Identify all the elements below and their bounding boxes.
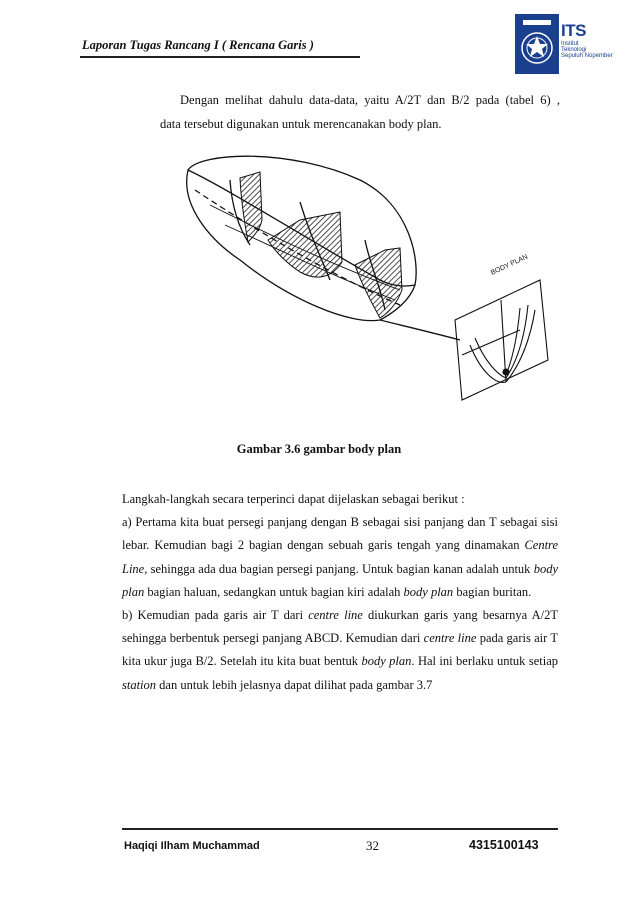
intro-line-2: data tersebut digunakan untuk merencanakan body plan. <box>160 117 442 131</box>
logo-line: Sepuluh Nopember <box>561 53 613 60</box>
section-area-3 <box>355 248 402 318</box>
term-body-plan: body plan <box>361 654 412 669</box>
intro-paragraph <box>124 88 560 136</box>
body-plan-figure <box>170 150 550 420</box>
text-run: . Hal ini berlaku untuk setiap <box>411 654 559 669</box>
body-plan-label-group <box>490 254 529 277</box>
text-run: pada garis air T kita ukur juga B/2. Setelah itu kita buat bentuk <box>122 631 558 669</box>
text-run: dan untuk lebih jelasnya dapat dilihat pada gambar 3.7 <box>156 677 433 692</box>
section-area-1 <box>240 172 262 242</box>
text-run: sehingga ada dua bagian persegi panjang. Untuk bagian kanan adalah untuk <box>147 561 534 576</box>
term-station: station <box>122 677 157 692</box>
text-run: a) Pertama kita buat persegi panjang dengan B sebagai sisi panjang dan T sebagai sisi lebar. Kemudian bagi 2 bagian dengan sebuah garis tengah yang dinamakan <box>122 515 558 553</box>
footer-author: Haqiqi Ilham Muchammad <box>124 840 260 852</box>
logo-abbrev: ITS <box>561 21 586 40</box>
text-run: b) Kemudian pada garis air T dari <box>122 608 309 623</box>
footer-rule <box>122 828 558 830</box>
intro-line-1: Dengan melihat dahulu data-data, yaitu A/2T dan B/2 pada (tabel 6) , <box>180 93 560 107</box>
term-centre-line: centre line <box>423 631 477 646</box>
header-rule <box>80 56 360 58</box>
paragraph-intro: Langkah-langkah secara terperinci dapat dijelaskan sebagai berikut : <box>122 492 465 506</box>
figure-caption: Gambar 3.6 gambar body plan <box>236 442 402 456</box>
page-number: 32 <box>366 838 379 853</box>
its-logo-text <box>561 22 613 60</box>
text-run: bagian buritan. <box>453 584 532 599</box>
logo-line: Teknologi <box>561 47 587 54</box>
its-logo-icon <box>515 14 559 74</box>
paragraph-b <box>122 604 558 697</box>
logo-line: Institut <box>561 40 579 47</box>
text-run: bagian haluan, sedangkan untuk bagian kiri adalah <box>144 584 404 599</box>
term-centre-line: Centre Line, <box>122 538 558 576</box>
text-run: diukurkan garis yang besarnya A/2T sehingga berbentuk persegi panjang ABCD. Kemudian dari <box>122 608 558 646</box>
term-body-plan: body plan <box>403 584 454 599</box>
term-centre-line: centre line <box>308 608 363 623</box>
body-plan-label: BODY PLAN <box>489 253 530 277</box>
student-id: 4315100143 <box>469 838 539 852</box>
body-plan-panel <box>455 280 548 400</box>
paragraph-a <box>122 511 558 604</box>
term-body-plan: body plan <box>122 561 558 599</box>
page-header-title: Laporan Tugas Rancang I ( Rencana Garis ) <box>82 38 314 52</box>
body-text <box>122 488 558 697</box>
